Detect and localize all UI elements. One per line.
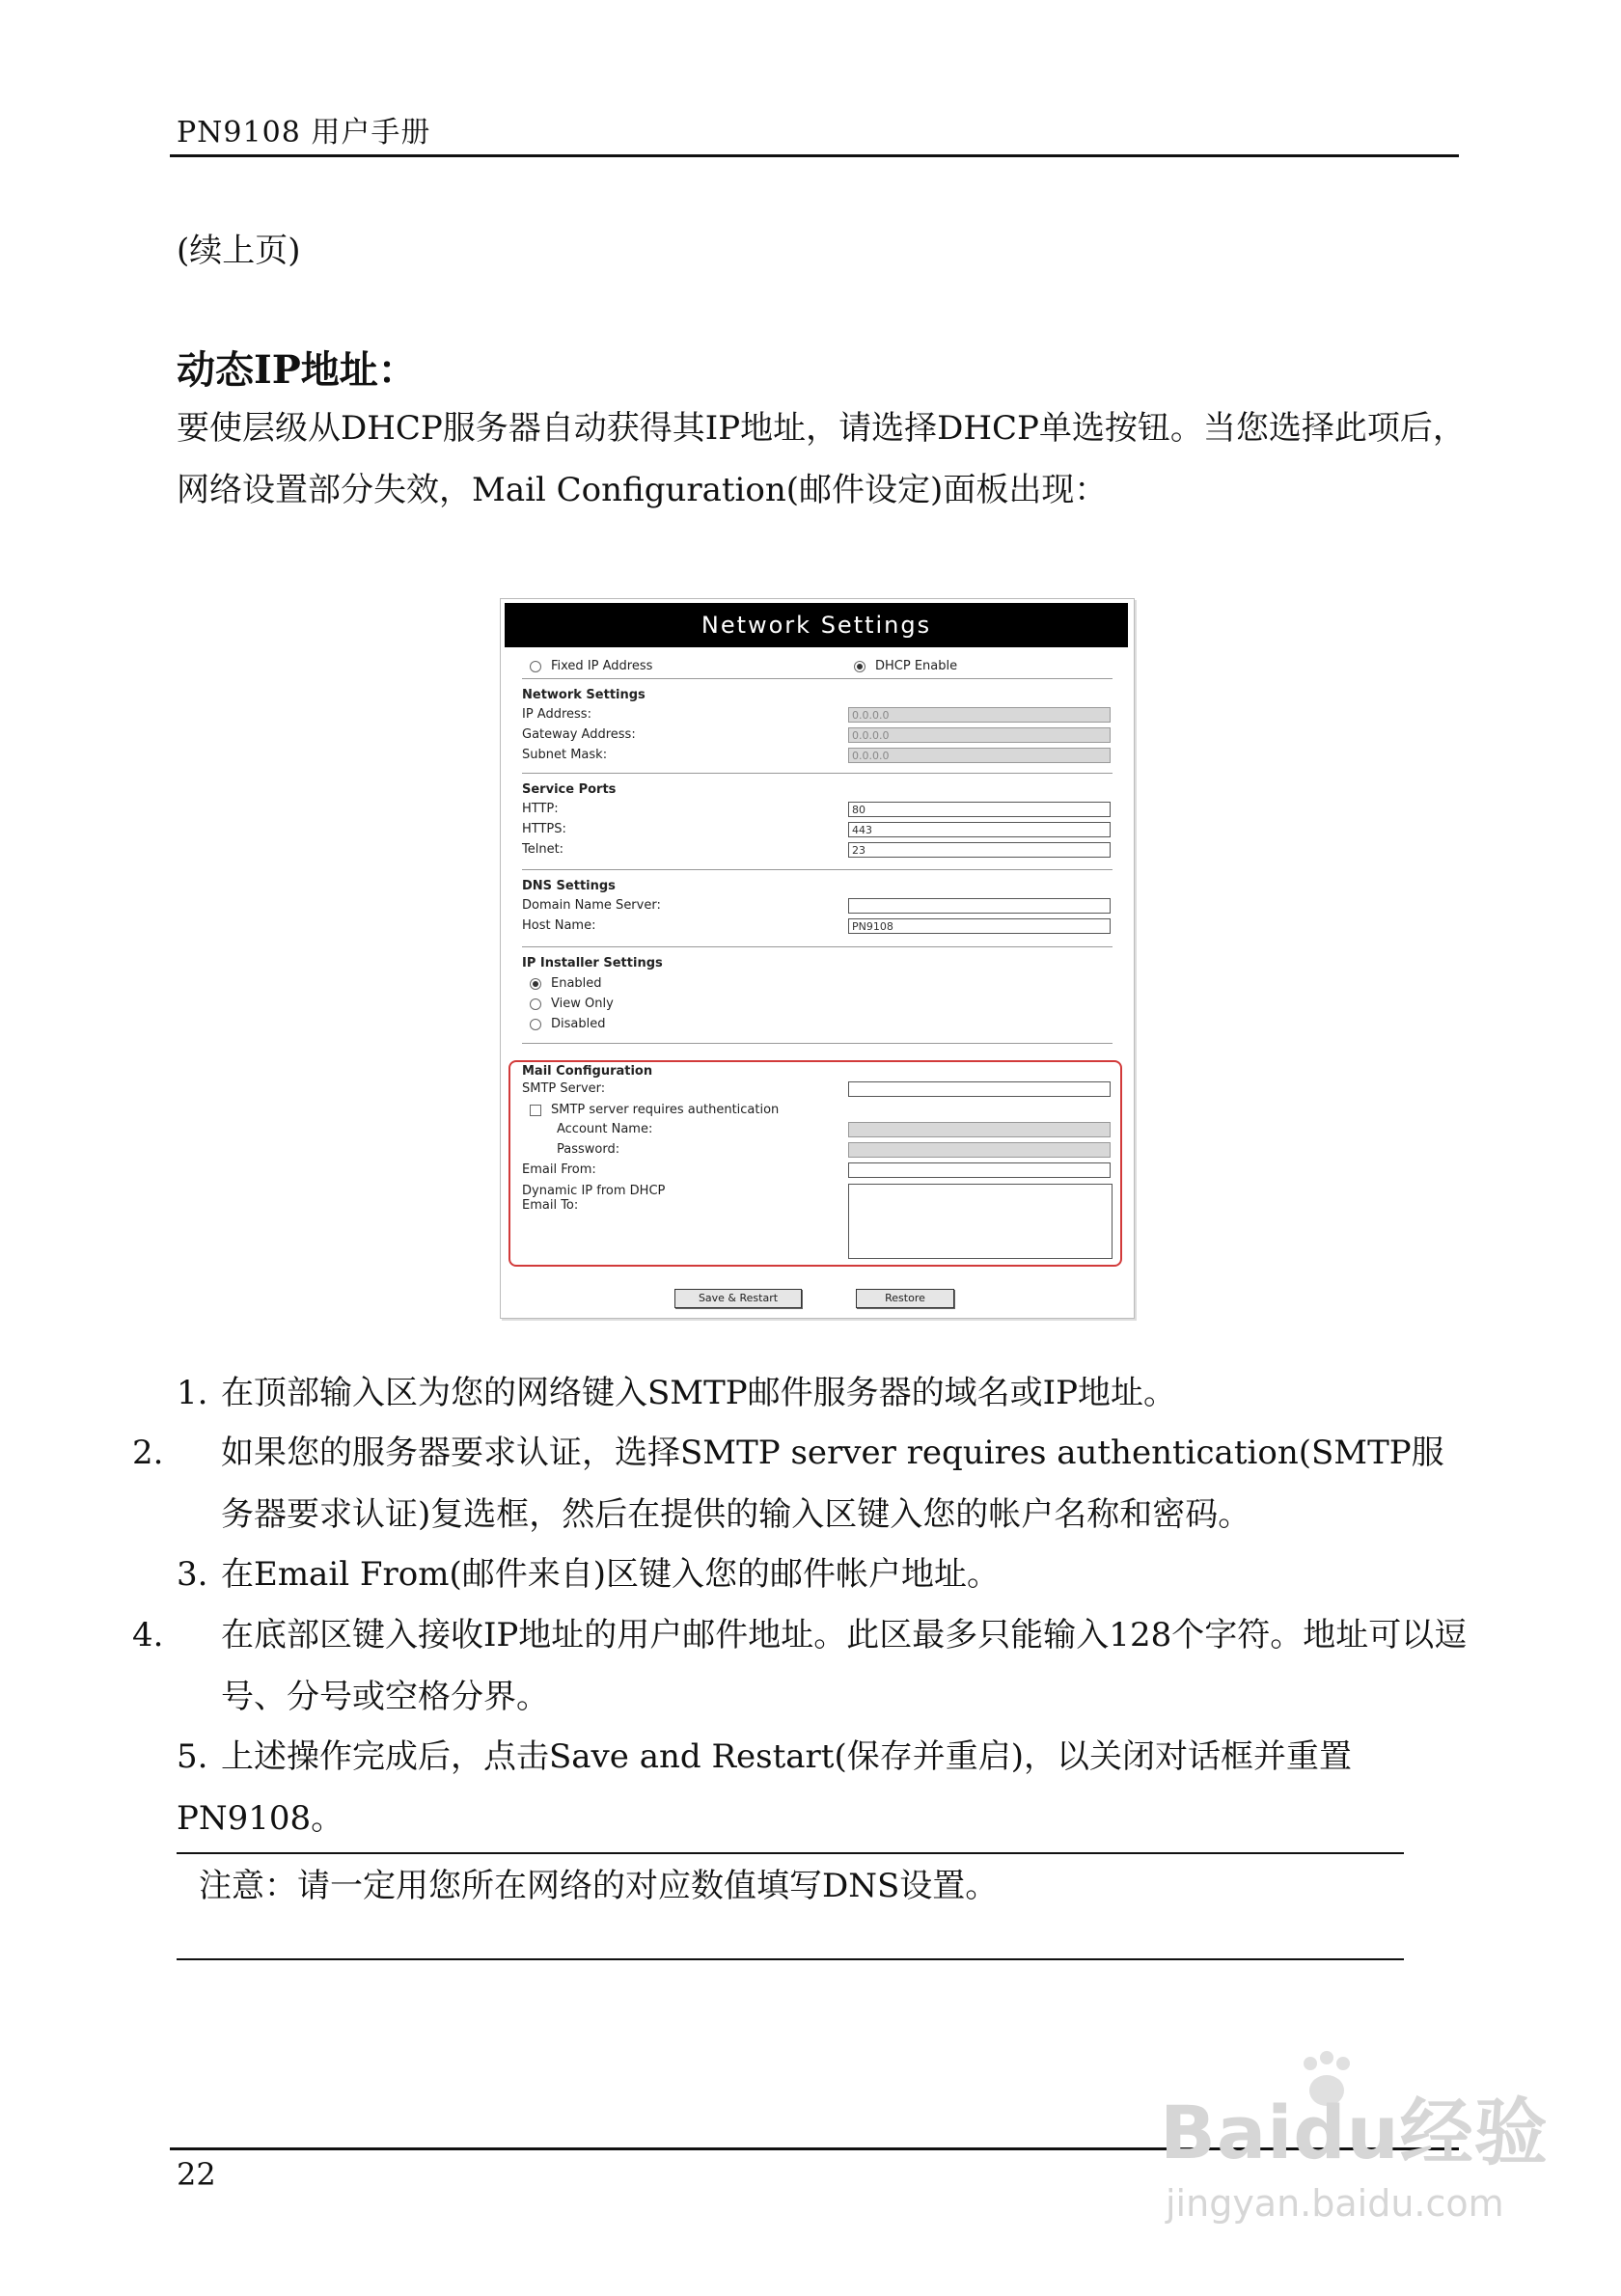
save-restart-button[interactable]: Save & Restart xyxy=(674,1289,802,1308)
watermark-logo: Baidu经验 xyxy=(1160,2090,1549,2175)
dynamic-ip-label: Dynamic IP from DHCP xyxy=(522,1184,666,1198)
email-to-textarea[interactable] xyxy=(848,1184,1113,1259)
network-settings-screenshot xyxy=(500,598,1135,1319)
mail-configuration-heading: Mail Configuration xyxy=(522,1064,653,1079)
subnet-input[interactable]: 0.0.0.0 xyxy=(848,748,1111,763)
section-heading: 动态IP地址： xyxy=(177,347,417,393)
divider xyxy=(522,773,1113,774)
account-name-label: Account Name: xyxy=(557,1122,653,1136)
note-text: 注意：请一定用您所在网络的对应数值填写DNS设置。 xyxy=(199,1867,999,1905)
dns-server-input[interactable] xyxy=(848,898,1111,914)
note-rule-bottom xyxy=(177,1958,1404,1960)
divider xyxy=(522,1043,1113,1044)
ip-installer-heading: IP Installer Settings xyxy=(522,956,663,970)
host-name-label: Host Name: xyxy=(522,918,596,933)
radio-selected-icon xyxy=(530,978,541,990)
page-number: 22 xyxy=(177,2156,216,2193)
radio-selected-icon xyxy=(854,661,865,672)
email-to-label: Email To: xyxy=(522,1198,579,1213)
step-item: 5. 上述操作完成后，点击Save and Restart(保存并重启)，以关闭对话框并重置PN9108。 xyxy=(177,1737,1352,1838)
step-item: 3. 在Email From(邮件来自)区键入您的邮件帐户地址。 xyxy=(177,1555,1000,1594)
step-item: 1. 在顶部输入区为您的网络键入SMTP邮件服务器的域名或IP地址。 xyxy=(177,1374,1176,1412)
smtp-server-label: SMTP Server: xyxy=(522,1081,606,1096)
gateway-input[interactable]: 0.0.0.0 xyxy=(848,727,1111,743)
step-item: 4. 在底部区键入接收IP地址的用户邮件地址。此区最多只能输入128个字符。地址可以逗号、分号或空格分界。 xyxy=(132,1616,1468,1716)
http-input[interactable]: 80 xyxy=(848,802,1111,817)
https-label: HTTPS: xyxy=(522,822,566,836)
radio-installer-enabled[interactable]: Enabled xyxy=(530,976,602,991)
step-item: 2. 如果您的服务器要求认证，选择SMTP server requires authentication(SMTP服务器要求认证)复选框，然后在提供的输入区键入您的帐户名称和密码。 xyxy=(132,1434,1444,1534)
checkbox-icon xyxy=(530,1105,541,1116)
subnet-label: Subnet Mask: xyxy=(522,748,608,762)
password-label: Password: xyxy=(557,1142,620,1157)
dns-settings-heading: DNS Settings xyxy=(522,879,616,893)
radio-dhcp-enable[interactable]: DHCP Enable xyxy=(854,659,957,673)
radio-icon xyxy=(530,1019,541,1030)
radio-installer-view-only[interactable]: View Only xyxy=(530,997,614,1011)
password-input[interactable] xyxy=(848,1142,1111,1158)
radio-icon xyxy=(530,998,541,1010)
ip-address-label: IP Address: xyxy=(522,707,591,722)
service-ports-heading: Service Ports xyxy=(522,782,617,797)
section-intro: 要使层级从DHCP服务器自动获得其IP地址，请选择DHCP单选按钮。当您选择此项后，网络设置部分失效，Mail Configuration(邮件设定)面板出现： xyxy=(177,409,1466,509)
header-rule xyxy=(170,154,1459,157)
radio-installer-disabled[interactable]: Disabled xyxy=(530,1017,605,1031)
divider xyxy=(522,678,1113,679)
continued-label: (续上页) xyxy=(177,232,301,270)
divider xyxy=(522,946,1113,947)
email-from-label: Email From: xyxy=(522,1162,596,1177)
restore-button[interactable]: Restore xyxy=(856,1289,954,1308)
telnet-input[interactable]: 23 xyxy=(848,842,1111,858)
smtp-server-input[interactable] xyxy=(848,1081,1111,1097)
smtp-auth-checkbox[interactable]: SMTP server requires authentication xyxy=(530,1103,779,1117)
telnet-label: Telnet: xyxy=(522,842,564,857)
page-header-title: PN9108 用户手册 xyxy=(177,116,431,150)
ip-address-input[interactable]: 0.0.0.0 xyxy=(848,707,1111,723)
host-name-input[interactable]: PN9108 xyxy=(848,918,1111,934)
watermark-url: jingyan.baidu.com xyxy=(1166,2182,1504,2225)
divider xyxy=(522,869,1113,870)
gateway-label: Gateway Address: xyxy=(522,727,636,742)
http-label: HTTP: xyxy=(522,802,559,816)
screenshot-title: Network Settings xyxy=(505,603,1128,647)
email-from-input[interactable] xyxy=(848,1162,1111,1178)
account-name-input[interactable] xyxy=(848,1122,1111,1137)
radio-fixed-ip[interactable]: Fixed IP Address xyxy=(530,659,652,673)
note-rule-top xyxy=(177,1852,1404,1854)
dns-server-label: Domain Name Server: xyxy=(522,898,661,913)
network-settings-heading: Network Settings xyxy=(522,688,646,702)
radio-icon xyxy=(530,661,541,672)
https-input[interactable]: 443 xyxy=(848,822,1111,837)
